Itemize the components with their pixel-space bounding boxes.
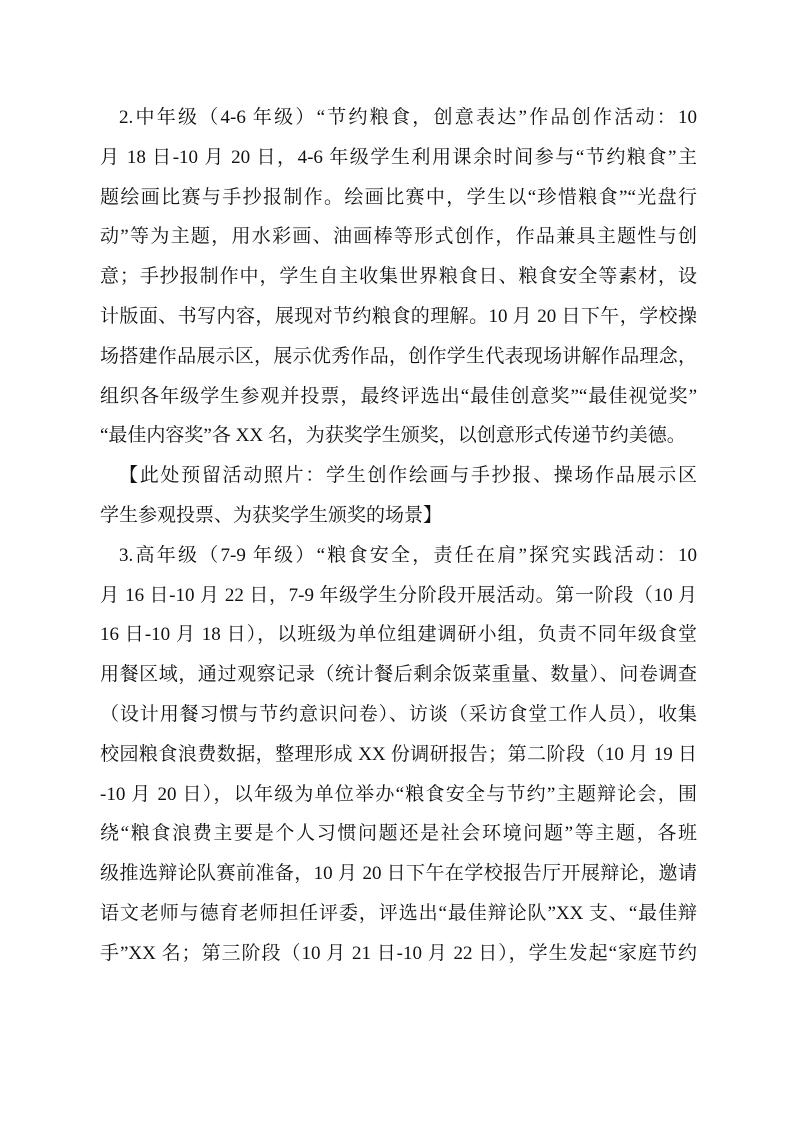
document-page bbox=[100, 98, 697, 974]
text-line: -10 月 20 日），以年级为单位举办“粮食安全与节约”主题辩论会，围 bbox=[100, 783, 697, 805]
text-line: 月 16 日-10 月 22 日，7-9 年级学生分阶段开展活动。第一阶段（10 月 bbox=[100, 584, 697, 606]
paragraph-high-grade-activity bbox=[100, 536, 697, 974]
text-line: 3.高年级（7-9 年级）“粮食安全，责任在肩”探究实践活动：10 bbox=[119, 544, 697, 566]
text-line: 16 日-10 月 18 日），以班级为单位组建调研小组，负责不同年级食堂 bbox=[100, 624, 697, 646]
paragraph-mid-grade-activity bbox=[100, 98, 697, 456]
text-line: 2.中年级（4-6 年级）“节约粮食，创意表达”作品创作活动：10 bbox=[119, 107, 697, 128]
text-line: 用餐区域，通过观察记录（统计餐后剩余饭菜重量、数量）、问卷调查 bbox=[100, 664, 697, 686]
text-line: 题绘画比赛与手抄报制作。绘画比赛中，学生以“珍惜粮食”“光盘行 bbox=[100, 186, 697, 208]
text-line: 意；手抄报制作中，学生自主收集世界粮食日、粮食安全等素材，设 bbox=[100, 266, 697, 288]
text-line: 动”等为主题，用水彩画、油画棒等形式创作，作品兼具主题性与创 bbox=[100, 226, 697, 248]
text-line: 学生参观投票、为获奖学生颁奖的场景】 bbox=[100, 504, 443, 526]
text-line: 手”XX 名；第三阶段（10 月 21 日-10 月 22 日），学生发起“家庭节约 bbox=[100, 942, 697, 964]
text-line: 【此处预留活动照片：学生创作绘画与手抄报、操场作品展示区 bbox=[119, 465, 697, 487]
text-line: “最佳内容奖”各 XX 名，为获奖学生颁奖，以创意形式传递节约美德。 bbox=[100, 425, 686, 447]
text-line: 级推选辩论队赛前准备，10 月 20 日下午在学校报告厅开展辩论，邀请 bbox=[100, 863, 697, 885]
text-line: 场搭建作品展示区，展示优秀作品，创作学生代表现场讲解作品理念， bbox=[100, 345, 697, 367]
text-line: 计版面、书写内容，展现对节约粮食的理解。10 月 20 日下午，学校操 bbox=[100, 305, 697, 327]
text-line: 月 18 日-10 月 20 日，4-6 年级学生利用课余时间参与“节约粮食”主 bbox=[100, 146, 697, 168]
text-line: （设计用餐习惯与节约意识问卷）、访谈（采访食堂工作人员），收集 bbox=[100, 703, 697, 725]
paragraph-photo-placeholder bbox=[100, 456, 697, 536]
text-line: 绕“粮食浪费主要是个人习惯问题还是社会环境问题”等主题，各班 bbox=[100, 823, 697, 845]
text-line: 校园粮食浪费数据，整理形成 XX 份调研报告；第二阶段（10 月 19 日 bbox=[100, 743, 697, 765]
text-line: 语文老师与德育老师担任评委，评选出“最佳辩论队”XX 支、“最佳辩 bbox=[100, 902, 697, 924]
text-line: 组织各年级学生参观并投票，最终评选出“最佳创意奖”“最佳视觉奖” bbox=[100, 385, 697, 407]
